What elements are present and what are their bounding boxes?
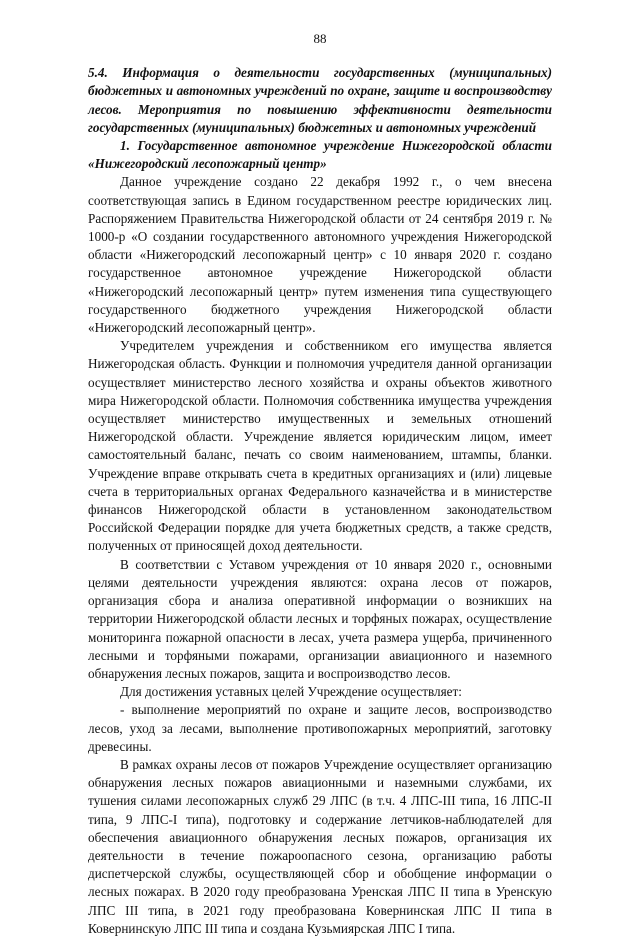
paragraph-founder: Учредителем учреждения и собственником его имущества является Нижегородская область. Функции и полномочия учредителя данной организации осуществляет министерство лесного хозяйства и охраны объектов животного мира Нижегородской области. Полномочия собственника имущества учреждения осуществляет министерство имущественных и земельных отношений Нижегородской области. Учреждение является юридическим лицом, имеет самостоятельный баланс, печать со своим наименованием, штампы, бланки. Учреждение вправе открывать счета в кредитных организациях и (или) лицевые счета в территориальных органах Федерального казначейства и в министерстве финансов Нижегородской области в установленном законодательством Российской Федерации порядке для учета бюджетных средств, а также средств, полученных от приносящей доход деятельности.	[88, 338, 552, 554]
paragraph-fire-protection: В рамках охраны лесов от пожаров Учреждение осуществляет организацию обнаружения лесных пожаров авиационными и наземными службами, их тушения силами лесопожарных служб 29 ЛПС (в т.ч. 4 ЛПС-III типа, 16 ЛПС-II типа, 9 ЛПС-I типа), подготовку и содержание летчиков-наблюдателей для обеспечения авиационного обнаружения лесных пожаров, организация их деятельности в течение пожароопасного сезона, организацию работы диспетчерской службы, осуществляющей сбор и обобщение информации о лесных пожарах. В 2020 году преобразована Уренская ЛПС II типа в Уренскую ЛПС III типа, в 2021 году преобразована Ковернинская ЛПС II типа в Ковернинскую ЛПС III типа и создана Кузьмиярская ЛПС I типа.	[88, 756, 552, 936]
paragraph-history: Данное учреждение создано 22 декабря 1992 г., о чем внесена соответствующая запись в Едином государственном реестре юридических лиц. Распоряжением Правительства Нижегородской области от 24 сентября 2019 г. № 1000-р «О создании государственного автономного учреждения Нижегородской области «Нижегородский лесопожарный центр» с 10 января 2020 г. создано государственное автономное учреждение Нижегородской области «Нижегородский лесопожарный центр» путем изменения типа существующего государственного бюджетного учреждения Нижегородской области «Нижегородский лесопожарный центр».	[88, 174, 552, 336]
page-number: 88	[313, 31, 327, 46]
paragraph-activities-item: - выполнение мероприятий по охране и защите лесов, воспроизводство лесов, уход за лесами, выполнение противопожарных мероприятий, заготовку древесины.	[88, 702, 552, 754]
paragraph-activities-intro: Для достижения уставных целей Учреждение осуществляет:	[120, 684, 462, 700]
subsection-heading: 1. Государственное автономное учреждение Нижегородской области «Нижегородский лесопожарный центр»	[88, 138, 552, 172]
section-heading: 5.4. Информация о деятельности государственных (муниципальных) бюджетных и автономных учреждений по охране, защите и воспроизводству лесов. Мероприятия по повышению эффективности деятельности государственных (муниципальных) бюджетных и автономных учреждений	[88, 65, 552, 135]
paragraph-goals: В соответствии с Уставом учреждения от 10 января 2020 г., основными целями деятельности учреждения являются: охрана лесов от пожаров, организация сбора и анализа оперативной информации о возникших на территории Нижегородской области лесных и торфяных пожарах, осуществление мониторинга пожарной опасности в лесах, учета размера ущерба, причиненного лесными и торфяными пожарами, организации авиационного и наземного обнаружения лесных пожаров, защита и воспроизводство лесов.	[88, 556, 552, 681]
document-page	[88, 30, 552, 938]
